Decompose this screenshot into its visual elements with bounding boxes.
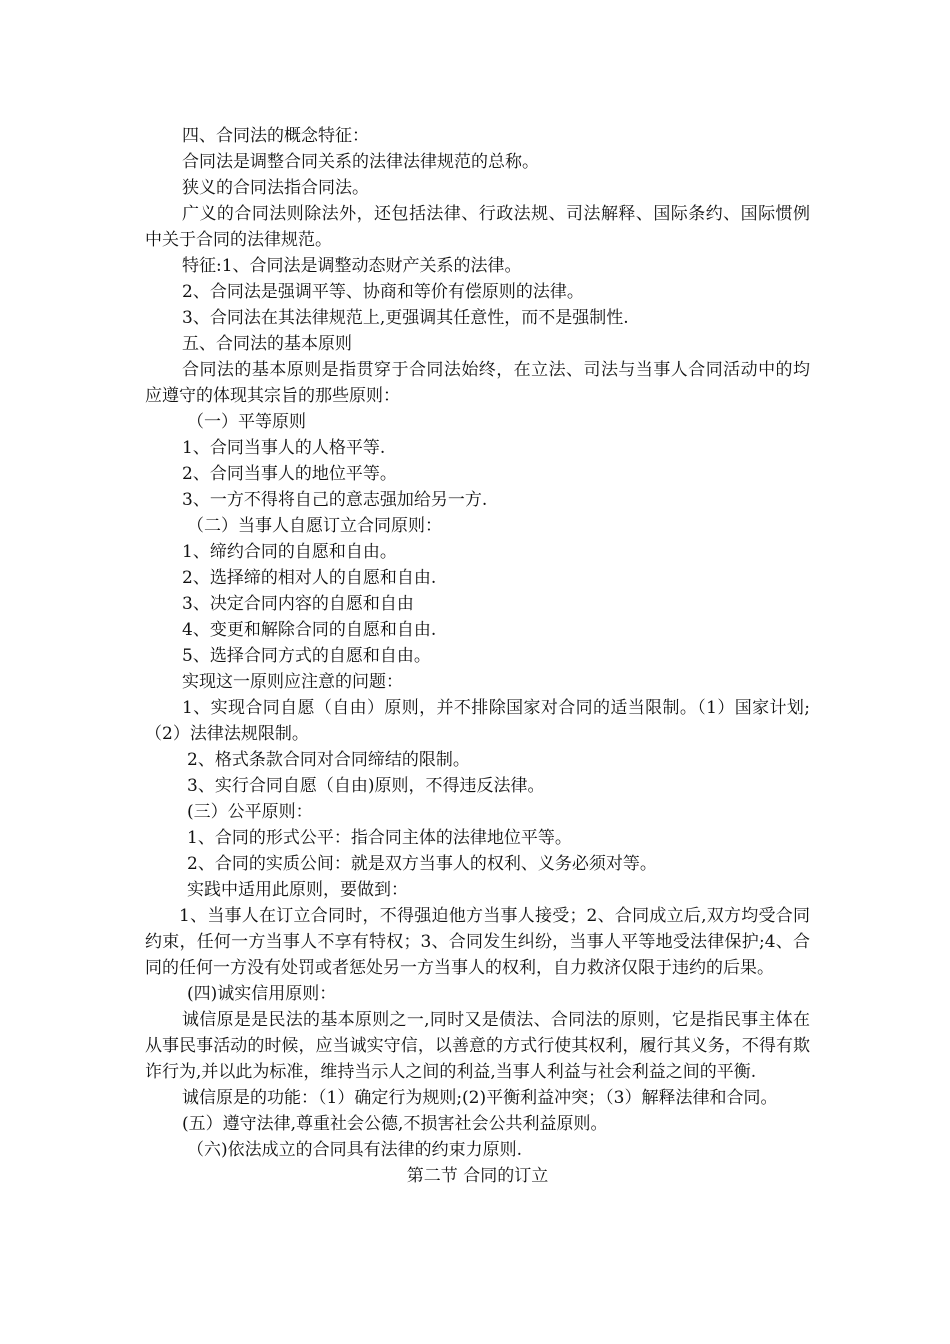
document-body: [145, 123, 810, 1189]
paragraph: 1、缔约合同的自愿和自由。: [182, 542, 397, 562]
paragraph: 5、选择合同方式的自愿和自由。: [182, 646, 431, 666]
paragraph: （六)依法成立的合同具有法律的约束力原则.: [187, 1140, 523, 1160]
paragraph: 3、一方不得将自己的意志强加给另一方.: [182, 490, 488, 510]
paragraph: 1、合同当事人的人格平等.: [182, 438, 386, 458]
paragraph: 四、合同法的概念特征：: [182, 126, 369, 146]
paragraph: 3、实行合同自愿（自由)原则，不得违反法律。: [187, 776, 545, 796]
paragraph: 2、合同当事人的地位平等。: [182, 464, 397, 484]
paragraph: 五、合同法的基本原则: [182, 334, 352, 354]
paragraph: (四)诚实信用原则：: [187, 984, 337, 1004]
paragraph: 1、合同的形式公平：指合同主体的法律地位平等。: [187, 828, 572, 848]
paragraph: 1、实现合同自愿（自由）原则，并不排除国家对合同的适当限制。（1）国家计划;（2）法律法规限制。: [145, 698, 810, 744]
paragraph: 2、选择缔的相对人的自愿和自由.: [182, 568, 437, 588]
paragraph: 4、变更和解除合同的自愿和自由.: [182, 620, 437, 640]
paragraph: 3、决定合同内容的自愿和自由: [182, 594, 414, 614]
section-heading: 第二节 合同的订立: [406, 1166, 549, 1186]
paragraph: 诚信原是的功能：（1）确定行为规则;(2)平衡利益冲突；（3）解释法律和合同。: [182, 1088, 778, 1108]
paragraph: （一）平等原则: [187, 412, 306, 432]
paragraph: 实践中适用此原则，要做到：: [187, 880, 408, 900]
paragraph: 合同法是调整合同关系的法律法律规范的总称。: [182, 152, 539, 172]
paragraph: （二）当事人自愿订立合同原则：: [187, 516, 442, 536]
paragraph: 诚信原是是民法的基本原则之一,同时又是债法、合同法的原则，它是指民事主体在从事民事活动的时候，应当诚实守信，以善意的方式行使其权利，履行其义务，不得有欺诈行为,并以此为标准，维持当示人之间的利益,当事人利益与社会利益之间的平衡.: [145, 1010, 810, 1082]
paragraph: (五）遵守法律,尊重社会公德,不损害社会公共利益原则。: [182, 1114, 608, 1134]
paragraph: 1、当事人在订立合同时，不得强迫他方当事人接受；2、合同成立后,双方均受合同约束，任何一方当事人不享有特权；3、合同发生纠纷，当事人平等地受法律保护;4、合同的任何一方没有处罚或者惩处另一方当事人的权利，自力救济仅限于违约的后果。: [145, 906, 810, 978]
paragraph: 2、合同的实质公间：就是双方当事人的权利、义务必须对等。: [187, 854, 657, 874]
paragraph: 狭义的合同法指合同法。: [182, 178, 369, 198]
paragraph: 实现这一原则应注意的问题：: [182, 672, 403, 692]
paragraph: 合同法的基本原则是指贯穿于合同法始终，在立法、司法与当事人合同活动中的均应遵守的体现其宗旨的那些原则：: [145, 360, 810, 406]
paragraph: 广义的合同法则除法外，还包括法律、行政法规、司法解释、国际条约、国际惯例中关于合同的法律规范。: [145, 204, 810, 250]
paragraph: 特征:1、合同法是调整动态财产关系的法律。: [182, 256, 522, 276]
paragraph: 2、格式条款合同对合同缔结的限制。: [187, 750, 470, 770]
paragraph: (三）公平原则：: [187, 802, 313, 822]
paragraph: 3、合同法在其法律规范上,更强调其任意性，而不是强制性.: [182, 308, 629, 328]
paragraph: 2、合同法是强调平等、协商和等价有偿原则的法律。: [182, 282, 584, 302]
